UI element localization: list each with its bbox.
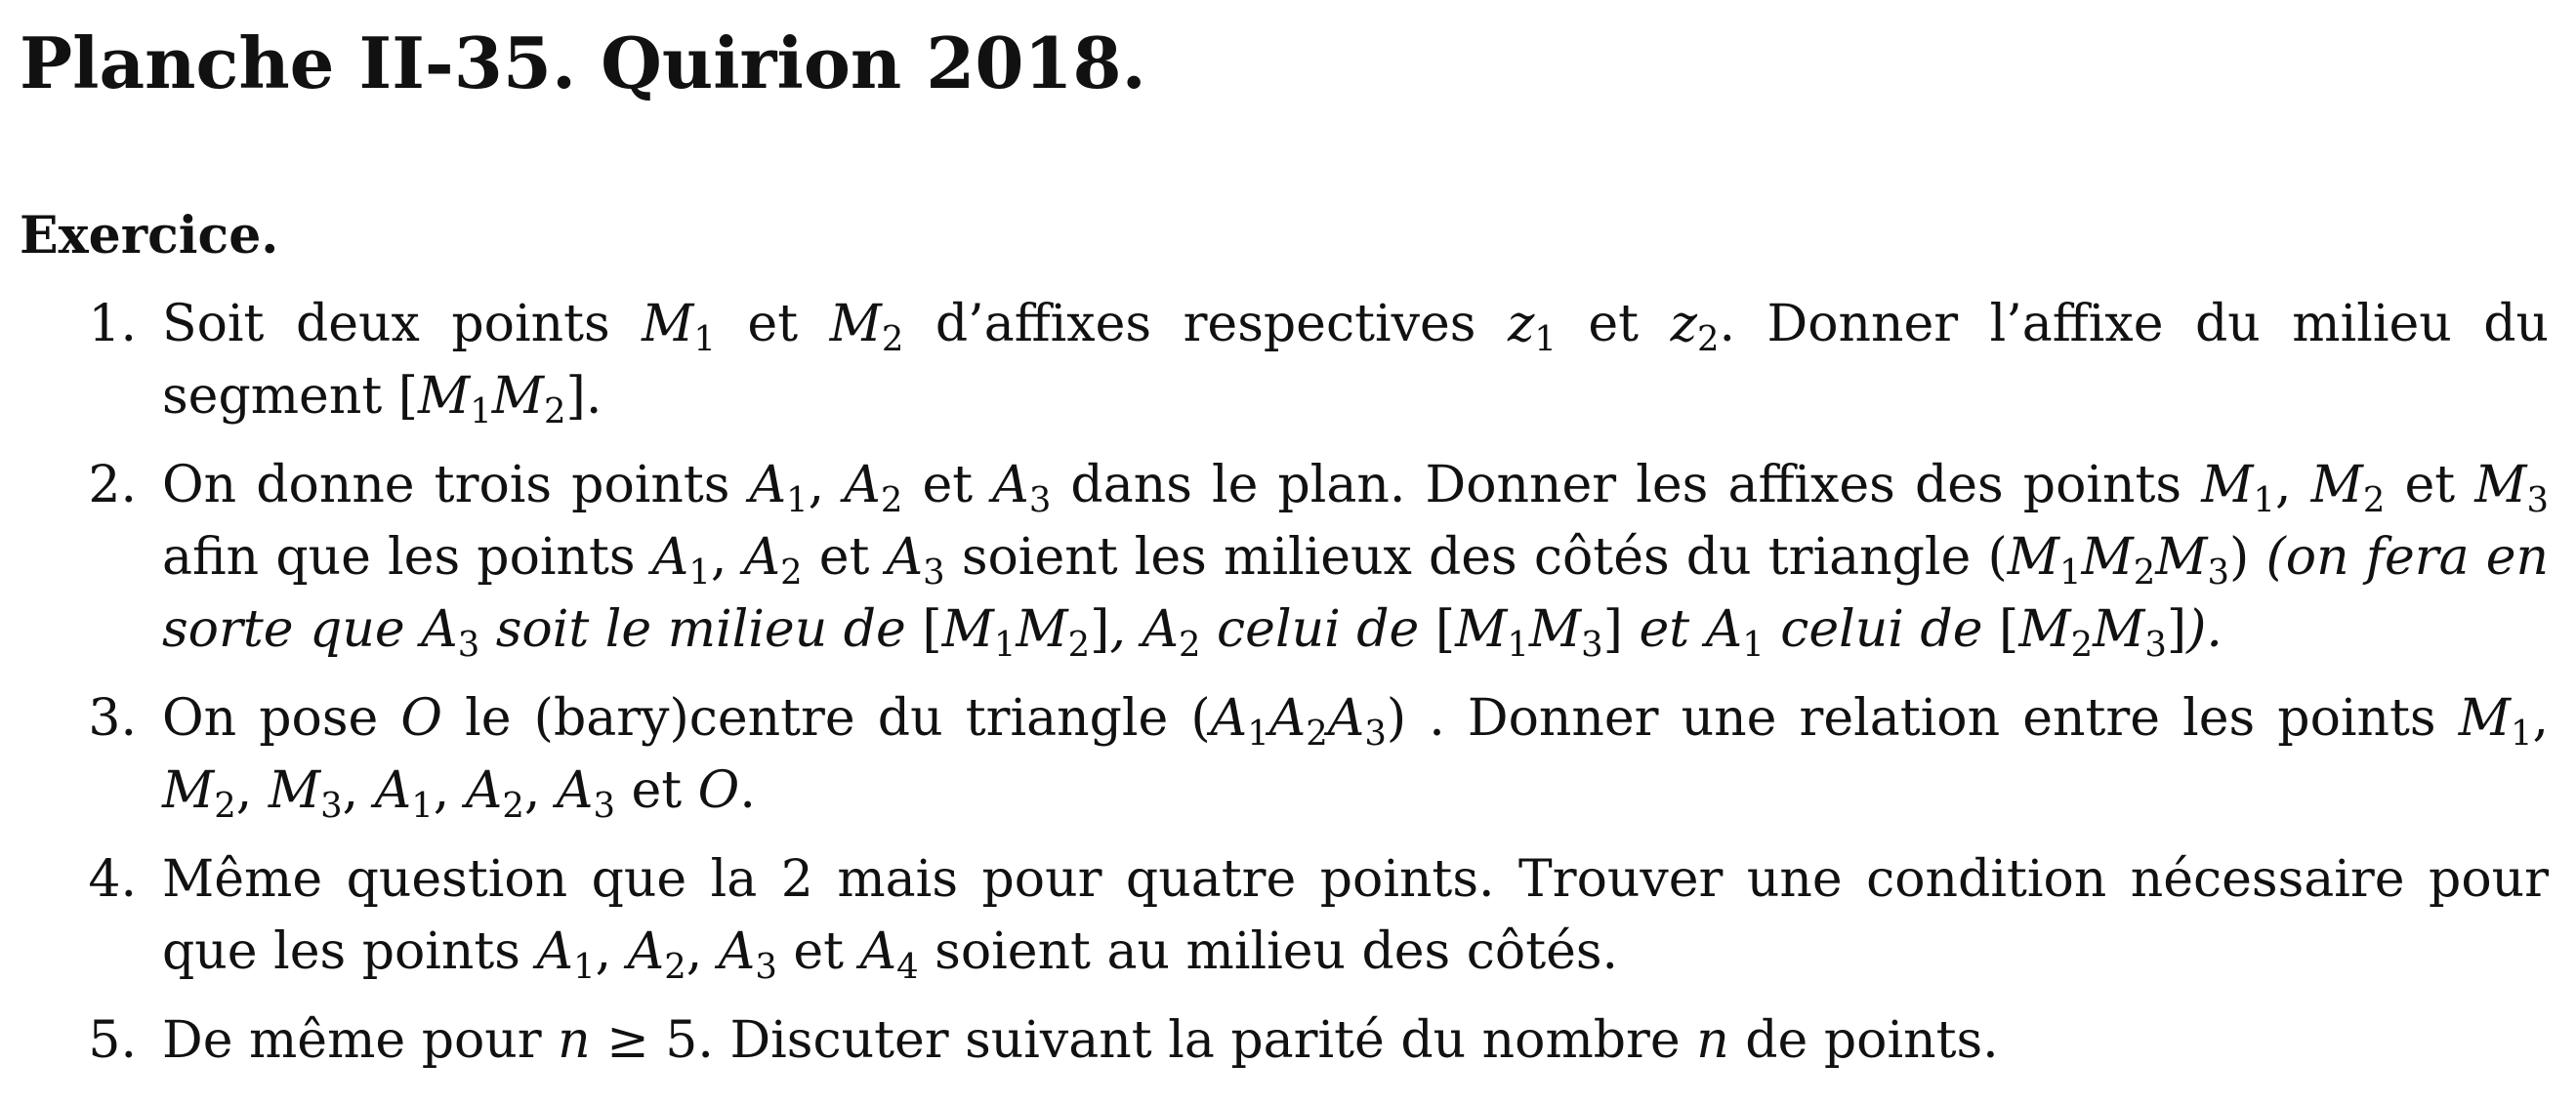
math-symbol: A bbox=[859, 922, 897, 981]
text-run: Même question que la 2 mais pour quatre points. Trouver une condition nécessaire pour que les points bbox=[162, 850, 2549, 981]
subscript: 1 bbox=[786, 479, 809, 520]
math-symbol: A bbox=[1142, 600, 1180, 659]
text-run: soient les milieux des côtés du triangle ( bbox=[944, 528, 2008, 587]
text-run: , bbox=[433, 761, 466, 820]
text-run: De même pour bbox=[162, 1011, 559, 1070]
math-symbol: A bbox=[749, 456, 787, 514]
subscript: 2 bbox=[780, 552, 803, 593]
subscript: 2 bbox=[214, 785, 236, 826]
math-symbol: M bbox=[2201, 456, 2254, 514]
text-run: , bbox=[2274, 456, 2311, 514]
text-run: ] bbox=[2166, 600, 2187, 659]
subscript: 3 bbox=[320, 785, 343, 826]
text-run: On donne trois points bbox=[162, 456, 750, 514]
subscript: 2 bbox=[2362, 479, 2386, 520]
subscript: 4 bbox=[896, 946, 919, 987]
text-run: ) bbox=[2229, 528, 2266, 587]
text-run: dans le plan. Donner les affixes des points bbox=[1051, 456, 2202, 514]
math-symbol: M bbox=[268, 761, 321, 820]
subscript: 1 bbox=[1534, 318, 1557, 359]
text-run: , bbox=[595, 922, 628, 981]
math-symbol: A bbox=[844, 456, 881, 514]
subscript: 1 bbox=[411, 785, 434, 826]
page-title: Planche II-35. Quirion 2018. bbox=[20, 21, 1146, 104]
text-run: , bbox=[710, 528, 744, 587]
text-run: le (bary)centre du triangle ( bbox=[442, 689, 1211, 748]
subscript: 3 bbox=[2207, 552, 2230, 593]
subscript: 3 bbox=[923, 552, 945, 593]
subscript: 1 bbox=[1742, 624, 1765, 665]
text-run: et bbox=[902, 456, 993, 514]
subscript: 2 bbox=[880, 479, 903, 520]
subscript: 1 bbox=[2253, 479, 2275, 520]
item-number: 2 . bbox=[86, 449, 137, 521]
subscript: 3 bbox=[755, 946, 777, 987]
text-run: d’affixes respectives bbox=[903, 295, 1508, 353]
math-symbol: A bbox=[536, 922, 574, 981]
math-symbol: M bbox=[491, 367, 545, 426]
text-run: et bbox=[614, 761, 698, 820]
text-run: ]. bbox=[565, 367, 602, 426]
text-run: ) . Donner une relation entre les points bbox=[1386, 689, 2459, 748]
subscript: 2 bbox=[664, 946, 686, 987]
subscript: 1 bbox=[688, 552, 711, 593]
exercise-item bbox=[0, 682, 2576, 827]
subscript: 2 bbox=[1067, 624, 1091, 665]
text-run: , bbox=[342, 761, 375, 820]
math-symbol: A bbox=[992, 456, 1029, 514]
subscript: 1 bbox=[2059, 552, 2082, 593]
text-run: et bbox=[776, 922, 860, 981]
math-symbol: M bbox=[829, 295, 882, 353]
subscript: 1 bbox=[573, 946, 596, 987]
exercise-item bbox=[0, 449, 2576, 666]
text-run: soient au milieu des côtés. bbox=[918, 922, 1619, 981]
text-run: et bbox=[802, 528, 887, 587]
math-symbol: M bbox=[642, 295, 694, 353]
text-run: . bbox=[739, 761, 756, 820]
subscript: 1 bbox=[1507, 624, 1529, 665]
math-symbol: n bbox=[1696, 1011, 1729, 1070]
item-text bbox=[162, 689, 2549, 826]
math-symbol: M bbox=[2310, 456, 2363, 514]
math-symbol: A bbox=[421, 600, 458, 659]
item-text bbox=[162, 295, 2550, 431]
exercise-item bbox=[0, 288, 2576, 432]
item-text bbox=[162, 456, 2550, 665]
exercise-heading: Exercice. bbox=[20, 206, 279, 266]
subscript: 3 bbox=[457, 624, 480, 665]
exercise-list bbox=[0, 288, 2576, 1093]
math-symbol: M bbox=[2081, 528, 2134, 587]
math-symbol: M bbox=[1528, 600, 1582, 659]
text-run: et bbox=[1556, 295, 1671, 353]
subscript: 3 bbox=[1364, 713, 1387, 754]
subscript: 2 bbox=[1306, 713, 1328, 754]
math-symbol: M bbox=[2458, 689, 2511, 748]
text-run: et bbox=[2385, 456, 2475, 514]
math-symbol: M bbox=[1455, 600, 1508, 659]
italic-text: soit le milieu de bbox=[479, 600, 923, 659]
text-run: ] bbox=[1090, 600, 1110, 659]
math-symbol: A bbox=[556, 761, 594, 820]
text-run: Soit deux points bbox=[162, 295, 643, 353]
math-symbol: A bbox=[1705, 600, 1743, 659]
text-run: ] bbox=[1602, 600, 1623, 659]
text-run: On pose bbox=[162, 689, 401, 748]
subscript: 2 bbox=[1696, 318, 1720, 359]
text-run: [ bbox=[1434, 600, 1456, 659]
math-symbol: n bbox=[558, 1011, 591, 1070]
subscript: 2 bbox=[502, 785, 524, 826]
item-text bbox=[162, 850, 2549, 987]
math-symbol: M bbox=[941, 600, 994, 659]
subscript: 1 bbox=[2510, 713, 2533, 754]
math-symbol: O bbox=[400, 689, 443, 748]
italic-text: (on fera en sorte que bbox=[162, 528, 2550, 659]
italic-text: , bbox=[1109, 600, 1143, 659]
text-run: [ bbox=[922, 600, 942, 659]
math-symbol: M bbox=[418, 367, 471, 426]
subscript: 2 bbox=[2070, 624, 2094, 665]
math-symbol: M bbox=[162, 761, 215, 820]
item-text bbox=[162, 1011, 1999, 1070]
math-symbol: A bbox=[1327, 689, 1365, 748]
subscript: 1 bbox=[1247, 713, 1269, 754]
math-symbol: A bbox=[886, 528, 924, 587]
math-symbol: A bbox=[1210, 689, 1248, 748]
text-run: ≥ 5. Discuter suivant la parité du nombre bbox=[590, 1011, 1697, 1070]
math-symbol: M bbox=[2007, 528, 2060, 587]
text-run: [ bbox=[1999, 600, 2019, 659]
math-symbol: A bbox=[465, 761, 503, 820]
text-run: , bbox=[523, 761, 557, 820]
text-run: , bbox=[2532, 689, 2549, 748]
italic-text: et bbox=[1622, 600, 1706, 659]
subscript: 2 bbox=[2133, 552, 2156, 593]
exercise-item bbox=[0, 1004, 2576, 1077]
math-symbol: M bbox=[2093, 600, 2145, 659]
text-run: afin que les points bbox=[162, 528, 652, 587]
italic-text: ). bbox=[2186, 600, 2223, 659]
subscript: 1 bbox=[693, 318, 716, 359]
subscript: 3 bbox=[593, 785, 615, 826]
subscript: 2 bbox=[544, 390, 566, 431]
item-number: 1 . bbox=[86, 288, 137, 360]
subscript: 3 bbox=[1581, 624, 1603, 665]
math-symbol: A bbox=[651, 528, 689, 587]
math-symbol: M bbox=[2018, 600, 2071, 659]
text-run: de points. bbox=[1728, 1011, 1999, 1070]
text-run: , bbox=[235, 761, 269, 820]
subscript: 1 bbox=[993, 624, 1017, 665]
text-run: , bbox=[808, 456, 845, 514]
math-symbol: O bbox=[697, 761, 740, 820]
math-symbol: A bbox=[627, 922, 665, 981]
subscript: 3 bbox=[2144, 624, 2167, 665]
math-symbol: A bbox=[374, 761, 412, 820]
italic-text: celui de bbox=[1200, 600, 1435, 659]
subscript: 2 bbox=[1179, 624, 1201, 665]
text-run: . Donner l’affixe du milieu du segment [ bbox=[162, 295, 2550, 426]
item-number: 5 . bbox=[86, 1004, 137, 1077]
subscript: 3 bbox=[1028, 479, 1052, 520]
text-run: , bbox=[686, 922, 719, 981]
subscript: 2 bbox=[881, 318, 904, 359]
exercise-item bbox=[0, 843, 2576, 988]
math-symbol: M bbox=[2155, 528, 2208, 587]
math-symbol: A bbox=[718, 922, 756, 981]
item-number: 4 . bbox=[86, 843, 137, 916]
math-symbol: M bbox=[2474, 456, 2527, 514]
math-symbol: z bbox=[1670, 295, 1697, 353]
subscript: 1 bbox=[470, 390, 492, 431]
item-number: 3 . bbox=[86, 682, 137, 755]
text-run: et bbox=[715, 295, 830, 353]
math-symbol: A bbox=[1268, 689, 1307, 748]
subscript: 3 bbox=[2526, 479, 2549, 520]
math-symbol: M bbox=[1016, 600, 1068, 659]
italic-text: celui de bbox=[1764, 600, 2000, 659]
math-symbol: A bbox=[743, 528, 781, 587]
math-symbol: z bbox=[1507, 295, 1535, 353]
